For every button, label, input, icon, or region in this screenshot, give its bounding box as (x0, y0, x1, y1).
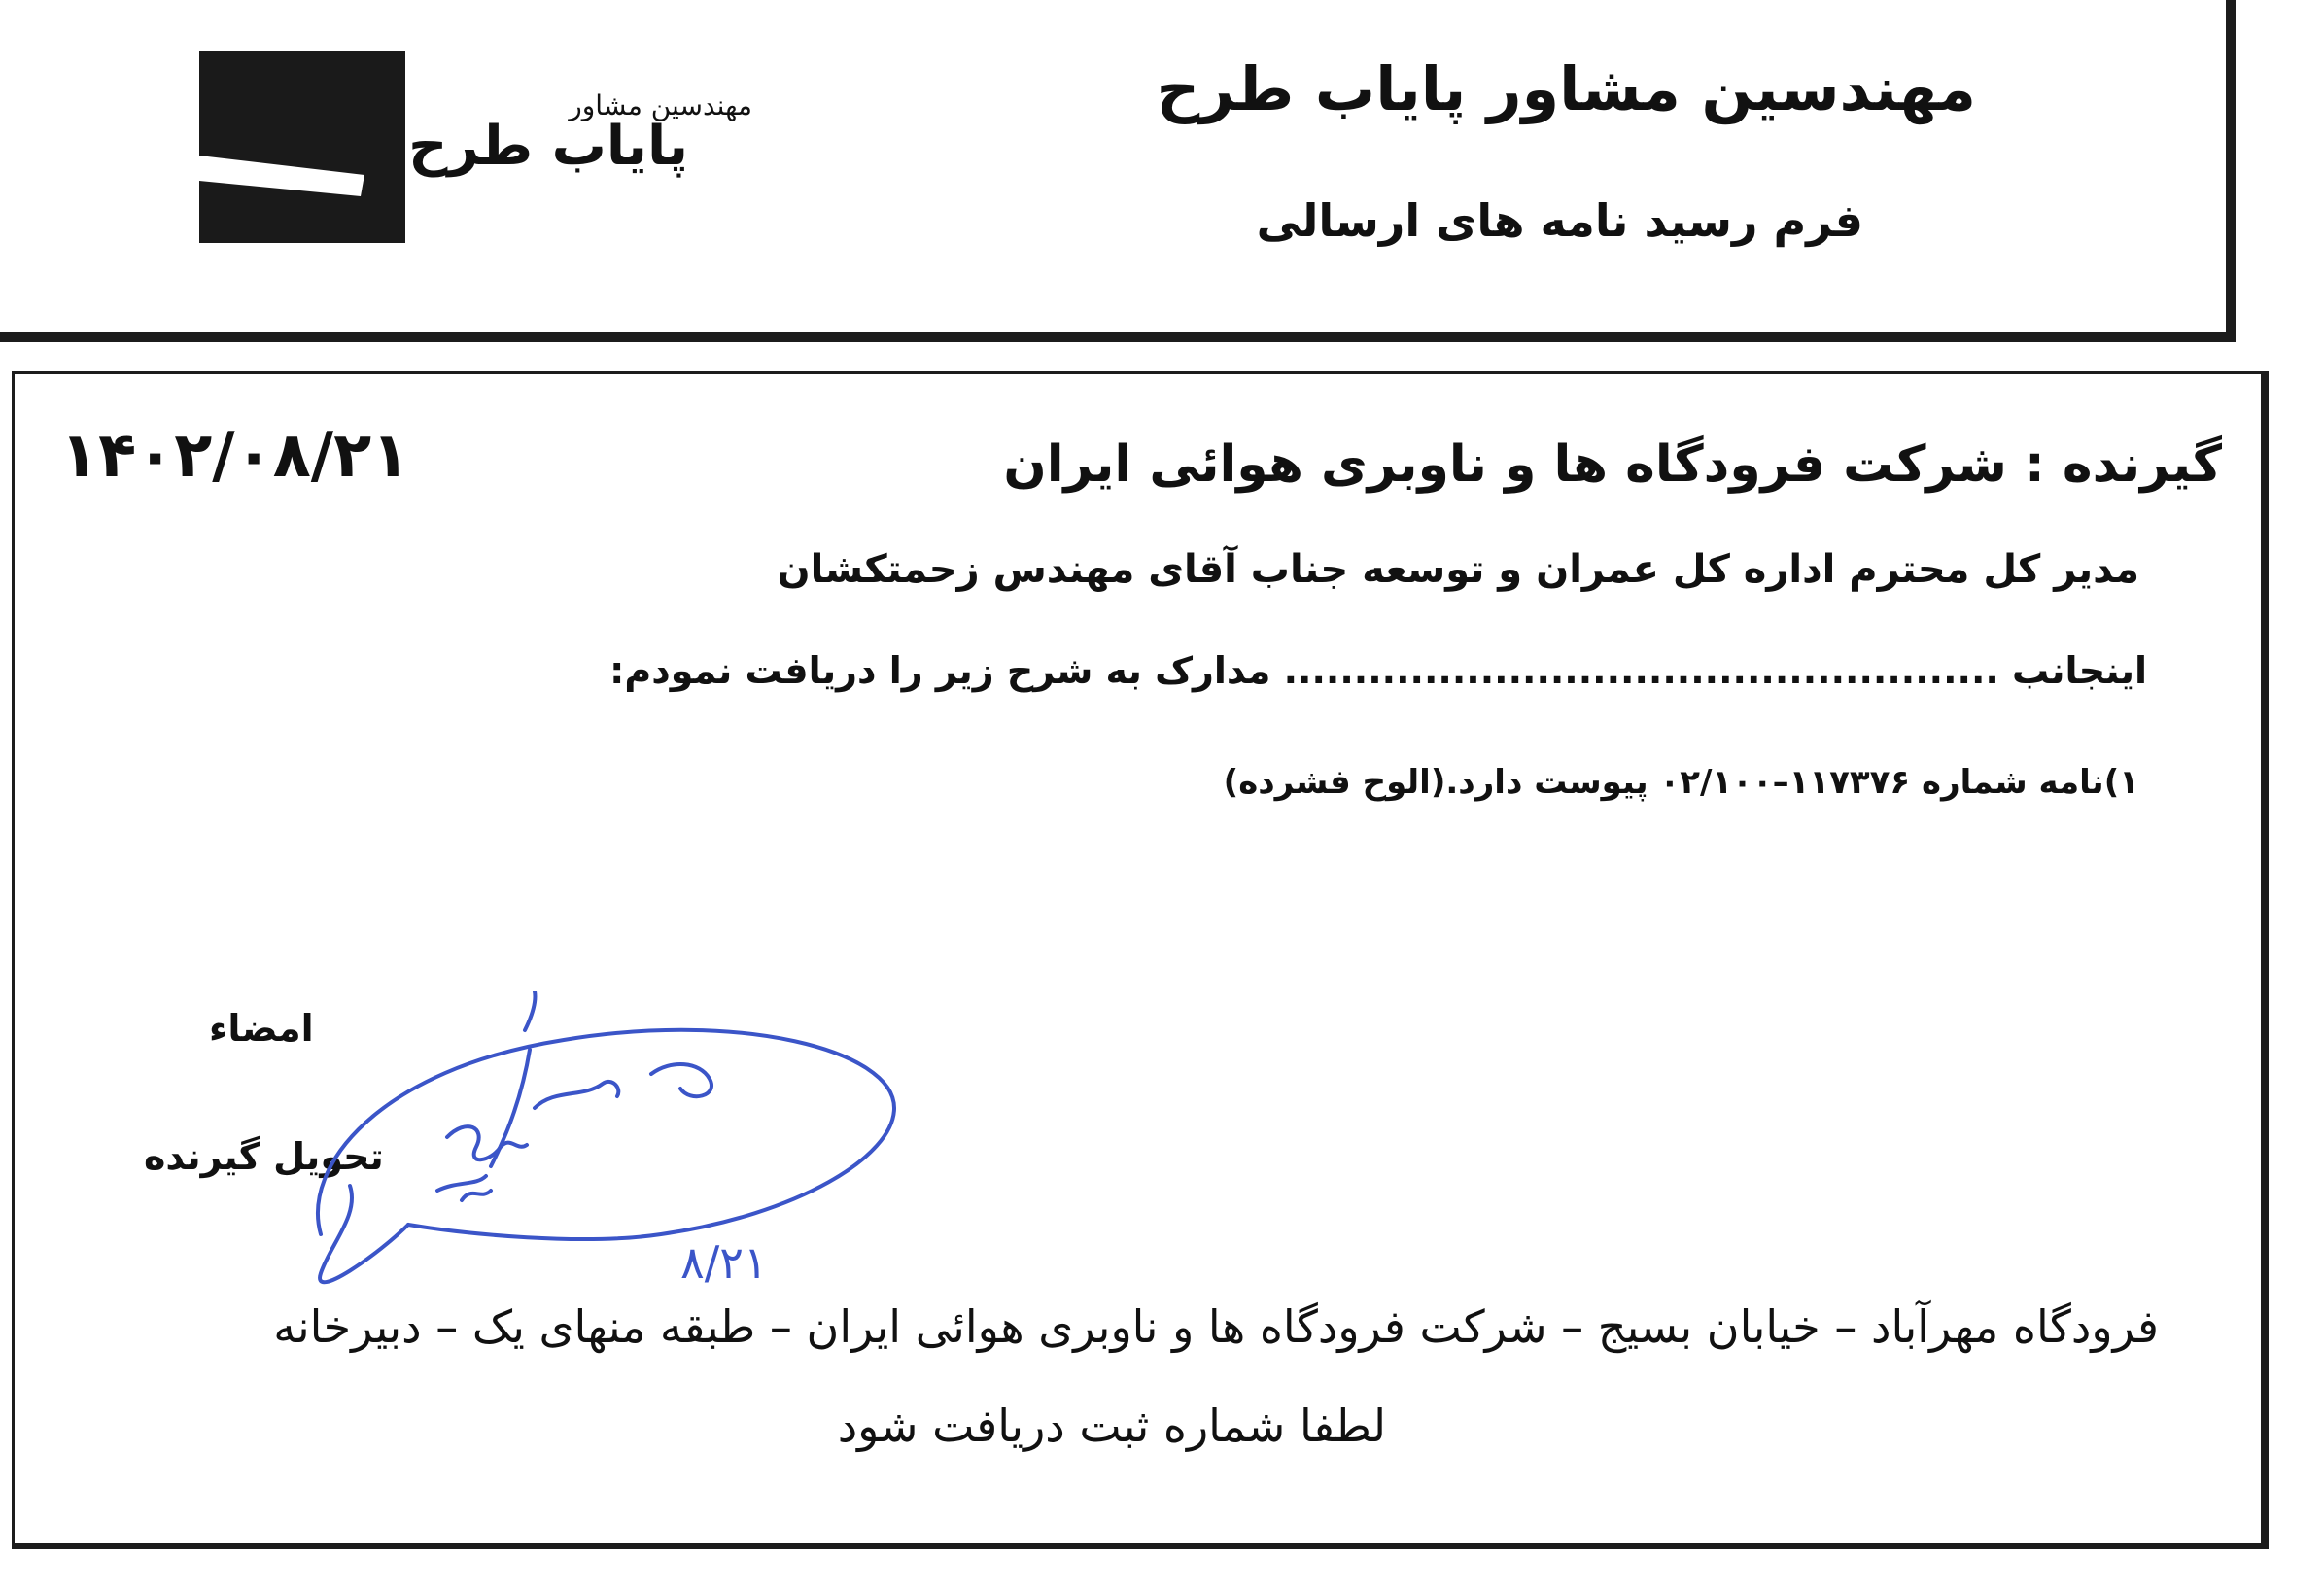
handwritten-signature (292, 991, 914, 1302)
company-title: مهندسین مشاور پایاب طرح (1156, 53, 1976, 124)
addressee-line: مدیر کل محترم اداره کل عمران و توسعه جناب آقای مهندس زحمتکشان (777, 547, 2139, 592)
item-line-1: ۱)نامه شماره ۱۱۷۳۷۶–۰۲/۱۰۰ پیوست دارد.(الوح فشرده) (1223, 763, 2139, 802)
signature-date: ۸/۲۱ (680, 1236, 768, 1289)
recipient-line: گیرنده : شرکت فرودگاه ها و ناوبری هوائی ایران (1003, 435, 2222, 494)
receiver-label: تحویل گیرنده (144, 1135, 384, 1178)
letter-date: ۱۴۰۲/۰۸/۲۱ (60, 420, 410, 492)
logo-mark (199, 51, 405, 243)
form-title: فرم رسید نامه های ارسالی (1256, 194, 1863, 247)
address-line: فرودگاه مهرآباد – خیابان بسیج – شرکت فرودگاه ها و ناوبری هوائی ایران – طبقه منهای یک – دبیرخانه (273, 1300, 2159, 1353)
logo-stripe-icon (199, 51, 405, 243)
signature-label: امضاء (209, 1007, 314, 1050)
logo-big-text: پایاب طرح (408, 115, 688, 178)
logo-small-text: مهندسین مشاور (569, 89, 752, 121)
registration-note: لطفا شماره ثبت دریافت شود (837, 1400, 1386, 1452)
receipt-statement: اینجانب ................................................... مدارک به شرح زیر را دریافت نمودم: (609, 649, 2147, 692)
